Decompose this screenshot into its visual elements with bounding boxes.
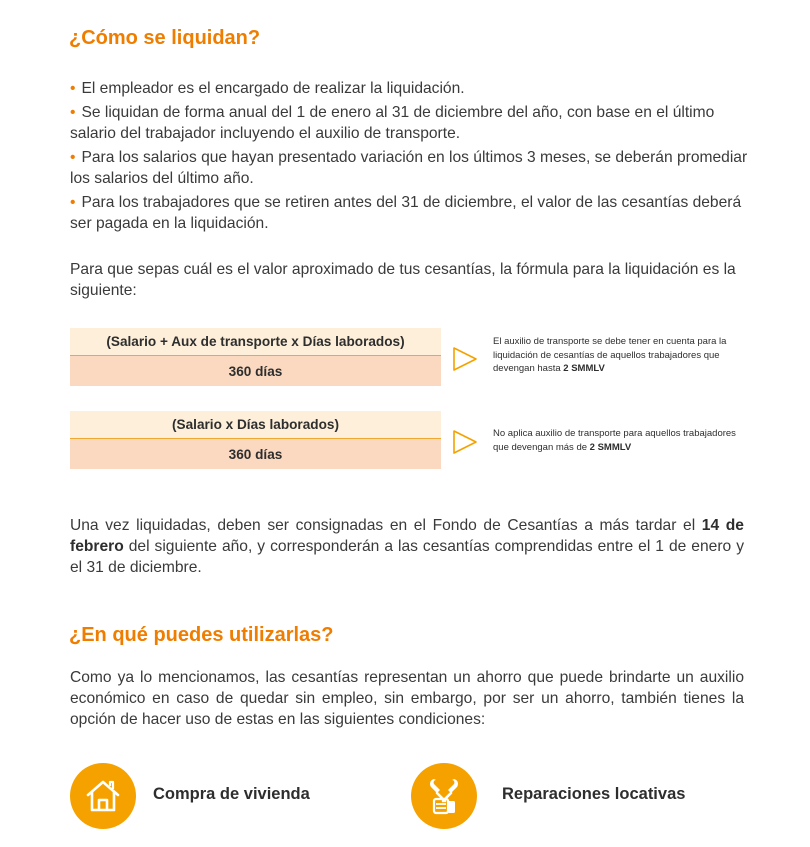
list-item: [70, 102, 750, 144]
bullet-text: Se liquidan de forma anual del 1 de enero al 31 de diciembre del año, con base en el último salario del trabajador incluyendo el auxilio de transporte.: [70, 104, 715, 142]
bullet-dot: •: [70, 194, 76, 211]
formula-denominator: 360 días: [70, 439, 441, 469]
bullet-dot: •: [70, 80, 76, 97]
use-label-reparaciones: Reparaciones locativas: [502, 785, 686, 803]
formula-without-transport-aid: [70, 411, 441, 469]
deadline-text-after: del siguiente año, y corresponderán a las cesantías comprendidas entre el 1 de enero y el 31 de diciembre.: [70, 538, 744, 576]
triangle-arrow-icon: [452, 346, 478, 372]
bullet-text: Para los salarios que hayan presentado variación en los últimos 3 meses, se deberán promediar los salarios del último año.: [70, 149, 748, 187]
note-text: El auxilio de transporte se debe tener en cuenta para la liquidación de cesantías de aquellos trabajadores que devengan hasta: [493, 336, 727, 374]
bullet-text: Para los trabajadores que se retiren antes del 31 de diciembre, el valor de las cesantías deberá ser pagada en la liquidación.: [70, 194, 742, 232]
deadline-paragraph: [70, 515, 744, 578]
section-title-usos: ¿En qué puedes utilizarlas?: [69, 624, 334, 646]
house-icon-circle: [70, 763, 136, 829]
deadline-date: 14 de febrero: [70, 517, 744, 555]
note-bold-smmlv: 2 SMMLV: [563, 363, 605, 374]
bullet-dot: •: [70, 104, 76, 121]
bullet-text: El empleador es el encargado de realizar la liquidación.: [81, 80, 465, 97]
note-text: No aplica auxilio de transporte para aquellos trabajadores que devengan más de: [493, 428, 736, 453]
formula-denominator: 360 días: [70, 356, 441, 386]
bullet-dot: •: [70, 149, 76, 166]
house-icon: [83, 776, 123, 816]
liquidation-bullet-list: [70, 78, 750, 237]
triangle-arrow-icon: [452, 429, 478, 455]
formula-intro-text: Para que sepas cuál es el valor aproximado de tus cesantías, la fórmula para la liquidación es la siguiente:: [70, 261, 736, 299]
tools-icon-circle: [411, 763, 477, 829]
formula-note-transport: [493, 335, 753, 376]
formula-numerator: (Salario + Aux de transporte x Días laborados): [70, 328, 441, 356]
formula-note-no-transport: [493, 427, 753, 454]
list-item: [70, 78, 750, 99]
section-title-como-se-liquidan: ¿Cómo se liquidan?: [69, 27, 261, 49]
list-item: [70, 192, 750, 234]
list-item: [70, 147, 750, 189]
deadline-text-before: Una vez liquidadas, deben ser consignadas en el Fondo de Cesantías a más tardar el: [70, 517, 696, 534]
use-label-vivienda: Compra de vivienda: [153, 785, 310, 803]
usos-paragraph: Como ya lo mencionamos, las cesantías representan un ahorro que puede brindarte un auxilio económico en caso de quedar sin empleo, sin embargo, por ser un ahorro, también tienes la opción de hacer uso de estas en las siguientes condiciones:: [70, 669, 744, 728]
note-bold-smmlv: 2 SMMLV: [589, 441, 632, 453]
formula-numerator: (Salario x Días laborados): [70, 411, 441, 439]
formula-with-transport-aid: [70, 328, 441, 386]
tools-icon: [423, 775, 465, 817]
